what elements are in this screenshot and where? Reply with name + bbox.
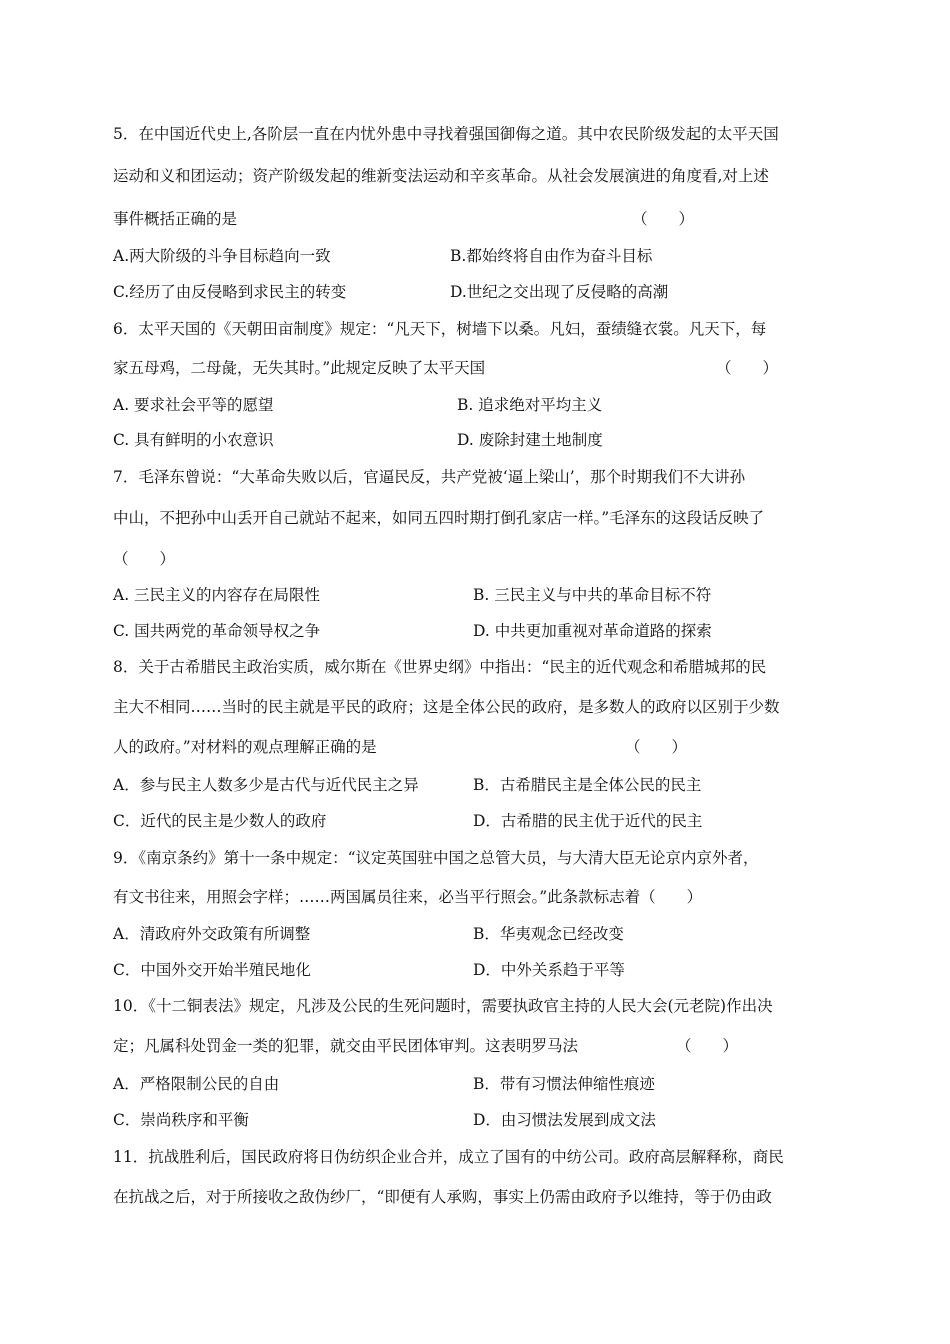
question-text-line: 11．抗战胜利后，国民政府将日伪纺织企业合并，成立了国有的中纺公司。政府高层解释称，商民 xyxy=(113,1148,784,1166)
question-text-line: 7．毛泽东曾说：“大革命失败以后，官逼民反，共产党被‘逼上梁山’，那个时期我们不大讲孙 xyxy=(113,468,746,486)
question-text-line: 主大不相同……当时的民主就是平民的政府；这是全体公民的政府，是多数人的政府以区别于少数 xyxy=(113,698,780,716)
option-d: D．古希腊的民主优于近代的民主 xyxy=(473,812,703,830)
question-text-line: 事件概括正确的是 xyxy=(113,210,238,228)
answer-blank: （ ） xyxy=(716,359,779,377)
answer-blank: （ ） xyxy=(113,550,176,568)
option-a: A．参与民主人数多少是古代与近代民主之异 xyxy=(113,776,419,794)
option-b: B．带有习惯法伸缩性痕迹 xyxy=(473,1075,655,1093)
question-text-line: 定；凡属科处罚金一类的犯罪，就交由平民团体审判。这表明罗马法 xyxy=(113,1037,579,1055)
option-a: A．清政府外交政策有所调整 xyxy=(113,925,311,943)
option-c: C．近代的民主是少数人的政府 xyxy=(113,812,327,830)
question-text-line: 在抗战之后，对于所接收之敌伪纱厂，“即便有人承购，事实上仍需由政府予以维持，等于仍由政 xyxy=(113,1188,772,1206)
answer-blank: （ ） xyxy=(625,738,688,756)
option-c: C. 具有鲜明的小农意识 xyxy=(113,431,274,449)
question-text-line: 5．在中国近代史上,各阶层一直在内忧外患中寻找着强国御侮之道。其中农民阶级发起的太平天国 xyxy=(113,125,779,143)
question-text-line: 9．《南京条约》第十一条中规定：“议定英国驻中国之总管大员，与大清大臣无论京内京外者， xyxy=(113,849,759,867)
option-d: D．中外关系趋于平等 xyxy=(473,961,625,979)
question-text-line: 中山，不把孙中山丢开自己就站不起来，如同五四时期打倒孔家店一样。”毛泽东的这段话反映了 xyxy=(113,509,765,527)
question-text-line: 人的政府。”对材料的观点理解正确的是 xyxy=(113,738,377,756)
question-text-line: 6．太平天国的《天朝田亩制度》规定：“凡天下，树墙下以桑。凡妇，蚕绩缝衣裳。凡天下，每 xyxy=(113,320,767,338)
option-b: B. 追求绝对平均主义 xyxy=(457,396,603,414)
option-d: D.世纪之交出现了反侵略的高潮 xyxy=(450,283,669,301)
question-text-line: 有文书往来，用照会字样；……两国属员往来，必当平行照会。”此条款标志着（ ） xyxy=(113,888,703,906)
option-a: A.两大阶级的斗争目标趋向一致 xyxy=(113,247,331,265)
option-b: B．古希腊民主是全体公民的民主 xyxy=(473,776,702,794)
option-c: C. 国共两党的革命领导权之争 xyxy=(113,622,321,640)
question-text-line: 10．《十二铜表法》规定，凡涉及公民的生死问题时，需要执政官主持的人民大会(元老院)作出决 xyxy=(113,997,773,1015)
option-c: C.经历了由反侵略到求民主的转变 xyxy=(113,283,347,301)
question-text-line: 家五母鸡，二母彘，无失其时。”此规定反映了太平天国 xyxy=(113,359,486,377)
question-text-line: 运动和义和团运动；资产阶级发起的维新变法运动和辛亥革命。从社会发展演进的角度看,对上述 xyxy=(113,167,769,185)
option-d: D. 中共更加重视对革命道路的探索 xyxy=(473,622,712,640)
answer-blank: （ ） xyxy=(632,210,695,228)
option-b: B.都始终将自由作为奋斗目标 xyxy=(450,247,653,265)
answer-blank: （ ） xyxy=(676,1037,739,1055)
option-b: B. 三民主义与中共的革命目标不符 xyxy=(473,586,712,604)
option-c: C．中国外交开始半殖民地化 xyxy=(113,961,311,979)
option-d: D. 废除封建土地制度 xyxy=(457,431,603,449)
option-a: A. 要求社会平等的愿望 xyxy=(113,396,274,414)
option-a: A．严格限制公民的自由 xyxy=(113,1075,280,1093)
option-a: A. 三民主义的内容存在局限性 xyxy=(113,586,321,604)
question-text-line: 8．关于古希腊民主政治实质，威尔斯在《世界史纲》中指出：“民主的近代观念和希腊城邦的民 xyxy=(113,658,767,676)
option-c: C．崇尚秩序和平衡 xyxy=(113,1111,249,1129)
option-b: B．华夷观念已经改变 xyxy=(473,925,624,943)
option-d: D．由习惯法发展到成文法 xyxy=(473,1111,656,1129)
